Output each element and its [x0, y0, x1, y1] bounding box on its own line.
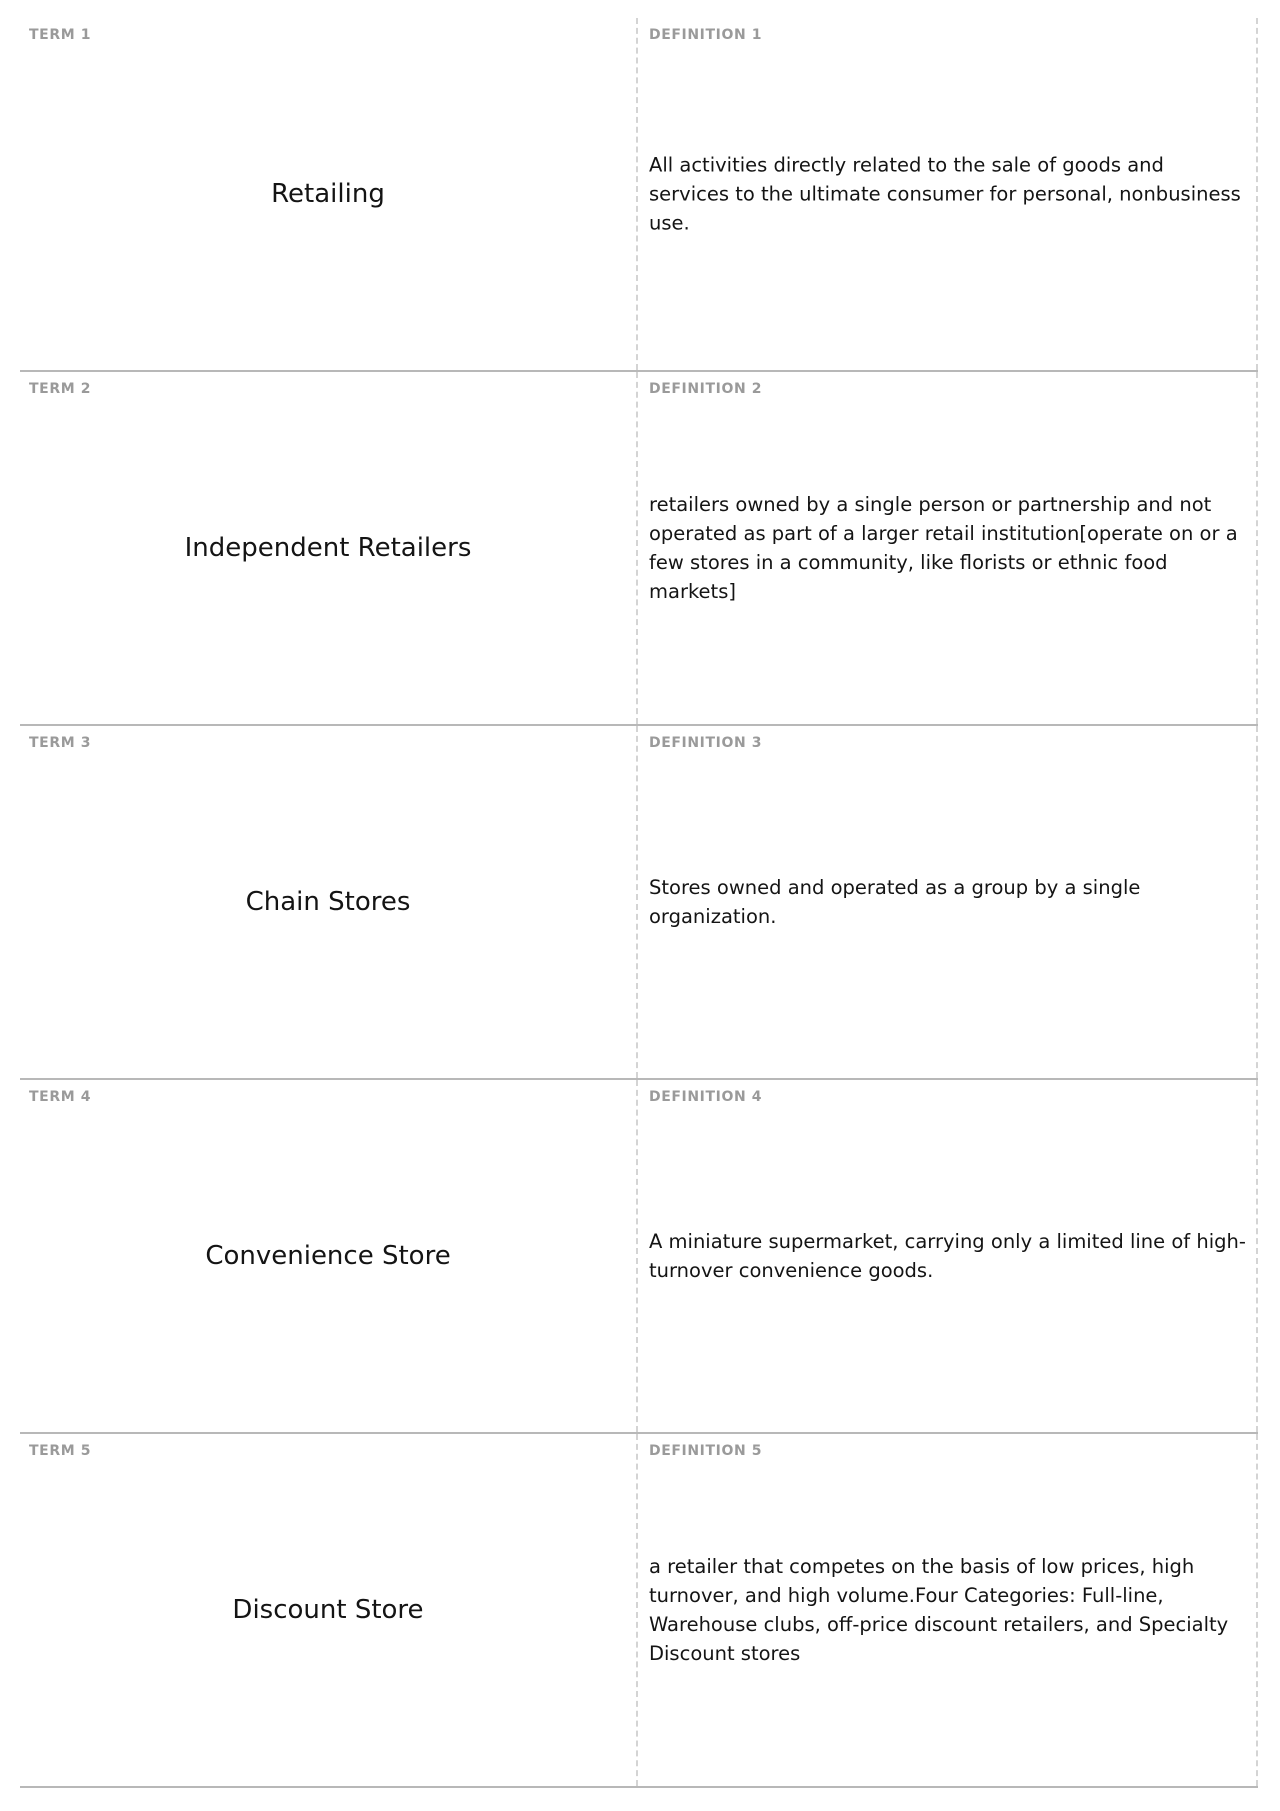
term-cell: [20, 1080, 638, 1432]
flashcard-row-5: [20, 1434, 1258, 1788]
flashcard-row-2: [20, 372, 1258, 726]
definition-text: A miniature supermarket, carrying only a limited line of high-turnover convenience goods.: [649, 1230, 1246, 1282]
definition-text: Stores owned and operated as a group by a single organization.: [649, 876, 1141, 928]
term-label: TERM 3: [29, 735, 92, 751]
term-text: Independent Retailers: [184, 533, 472, 563]
definition-label: DEFINITION 4: [649, 1089, 763, 1105]
term-label: TERM 2: [29, 381, 92, 397]
definition-text: retailers owned by a single person or partnership and not operated as part of a larger retail institution[operate on or a few stores in a community, like florists or ethnic food markets]: [649, 493, 1238, 603]
definition-label: DEFINITION 2: [649, 381, 763, 397]
definition-cell: [638, 1434, 1258, 1786]
flashcard-sheet: [20, 18, 1258, 1788]
term-cell: [20, 372, 638, 724]
definition-label: DEFINITION 1: [649, 27, 763, 43]
term-label: TERM 1: [29, 27, 92, 43]
term-label: TERM 4: [29, 1089, 92, 1105]
term-label: TERM 5: [29, 1443, 92, 1459]
flashcard-row-1: [20, 18, 1258, 372]
definition-cell: [638, 726, 1258, 1078]
term-cell: [20, 1434, 638, 1786]
flashcard-row-3: [20, 726, 1258, 1080]
definition-text: All activities directly related to the sale of goods and services to the ultimate consumer for personal, nonbusiness use.: [649, 153, 1241, 235]
flashcard-row-4: [20, 1080, 1258, 1434]
definition-text: a retailer that competes on the basis of low prices, high turnover, and high volume.Four Categories: Full-line, Warehouse clubs, off-price discount retailers, and Specialty Discount stores: [649, 1555, 1229, 1665]
definition-cell: [638, 372, 1258, 724]
term-cell: [20, 726, 638, 1078]
definition-label: DEFINITION 5: [649, 1443, 763, 1459]
term-text: Retailing: [271, 179, 385, 209]
term-text: Chain Stores: [245, 887, 411, 917]
definition-cell: [638, 1080, 1258, 1432]
definition-cell: [638, 18, 1258, 370]
term-text: Discount Store: [232, 1595, 424, 1625]
term-text: Convenience Store: [205, 1241, 451, 1271]
definition-label: DEFINITION 3: [649, 735, 763, 751]
term-cell: [20, 18, 638, 370]
